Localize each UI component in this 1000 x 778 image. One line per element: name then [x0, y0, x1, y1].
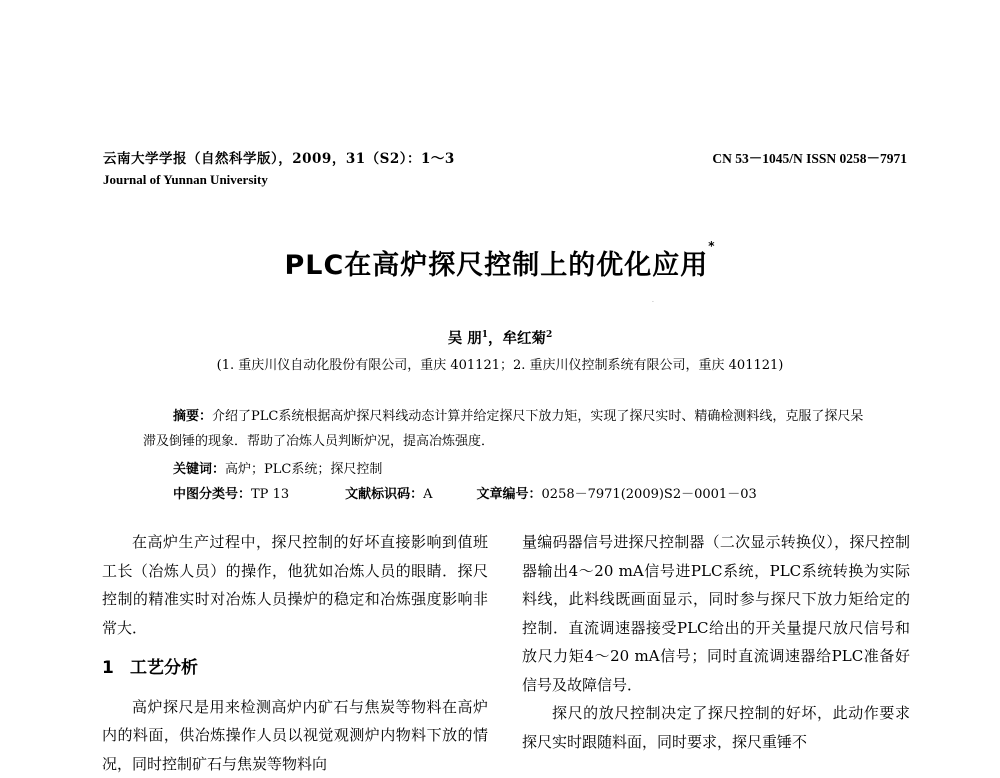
clc-value: TP 13: [251, 487, 289, 502]
affiliations: (1. 重庆川仪自动化股份有限公司，重庆 401121；2. 重庆川仪控制系统有限公司，重庆 401121): [0, 354, 1000, 373]
keywords-text: 高炉；PLC系统；探尺控制: [225, 462, 382, 477]
abstract-label: 摘要：: [173, 409, 212, 424]
paper-title: [0, 243, 1000, 282]
doc-code-label: 文献标识码：: [345, 487, 423, 502]
classification-line: [173, 483, 757, 502]
body-column-left: [102, 528, 488, 778]
author-1: 吴 朋: [448, 330, 482, 347]
paper-title-text: PLC在高炉探尺控制上的优化应用: [284, 250, 708, 281]
author-list: [0, 327, 1000, 348]
author-separator: ，: [488, 330, 503, 347]
body-paragraph: 高炉探尺是用来检测高炉内矿石与焦炭等物料在高炉内的料面，供冶炼操作人员以视觉观测炉内物料下放的情况，同时控制矿石与焦炭等物料向: [102, 693, 488, 778]
body-paragraph: 探尺的放尺控制决定了探尺控制的好坏，此动作要求探尺实时跟随料面，同时要求，探尺重锤不: [522, 699, 910, 756]
abstract: [143, 404, 868, 454]
author-2: 牟红菊: [503, 330, 547, 347]
article-no-value: 0258－7971(2009)S2－0001－03: [542, 487, 757, 502]
section-heading: [102, 654, 488, 683]
clc-label: 中图分类号：: [173, 487, 251, 502]
author-1-affil: 1: [482, 330, 488, 340]
doc-code-value: A: [423, 487, 432, 502]
issn-code: CN 53－1045/N ISSN 0258－7971: [712, 147, 907, 167]
section-title: 工艺分析: [130, 658, 198, 678]
decorative-dot: ·: [652, 299, 654, 306]
section-number: 1: [102, 654, 130, 683]
body-paragraph: 在高炉生产过程中，探尺控制的好坏直接影响到值班工长（冶炼人员）的操作，他犹如冶炼人员的眼睛．探尺控制的精准实时对冶炼人员操炉的稳定和冶炼强度影响非常大．: [102, 528, 488, 642]
keywords-label: 关键词：: [173, 462, 225, 477]
abstract-text: 介绍了PLC系统根据高炉探尺料线动态计算并给定探尺下放力矩，实现了探尺实时、精确检测料线，克服了探尺呆滞及倒锤的现象．帮助了冶炼人员判断炉况，提高冶炼强度．: [143, 409, 863, 449]
body-column-right: [522, 528, 910, 756]
keywords: [173, 458, 382, 477]
article-no-label: 文章编号：: [477, 487, 542, 502]
author-2-affil: 2: [546, 330, 552, 340]
journal-citation-cn: 云南大学学报（自然科学版），2009，31（S2）：1～3: [103, 147, 455, 167]
body-paragraph: 量编码器信号进探尺控制器（二次显示转换仪），探尺控制器输出4～20 mA信号进PLC系统，PLC系统转换为实际料线，此料线既画面显示，同时参与探尺下放力矩给定的控制．直流调速器接受PLC给出的开关量提尺放尺信号和放尺力矩4～20 mA信号；同时直流调速器给PLC准备好信号及故障信号．: [522, 528, 910, 699]
title-footnote-mark: *: [708, 239, 715, 253]
journal-name-en: Journal of Yunnan University: [103, 172, 268, 188]
